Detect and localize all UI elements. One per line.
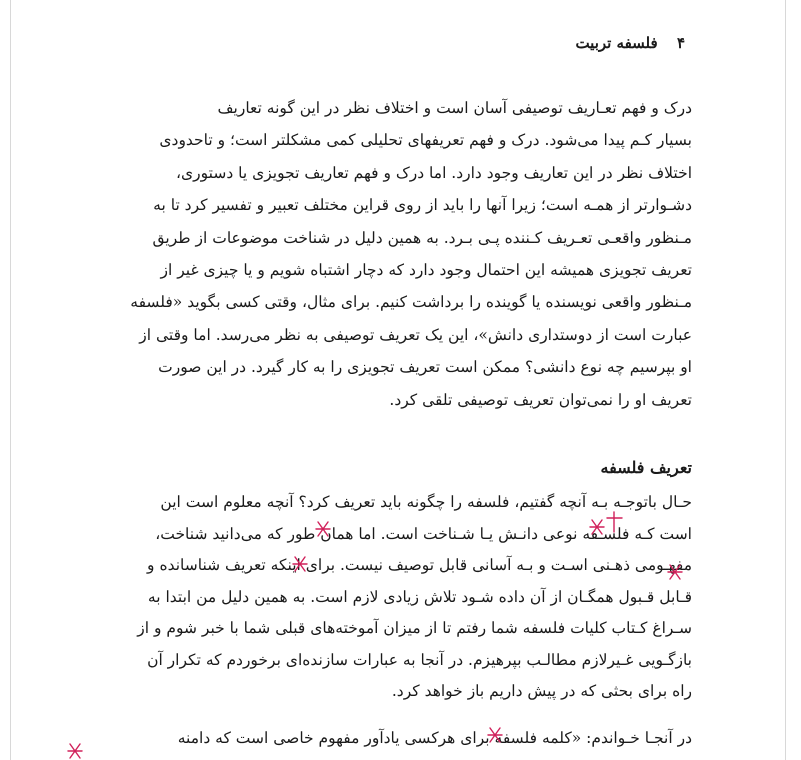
text-line: مـنظور واقعـی تعـریف کـننده پـی بـرد. به همین دلیل در شناخت موضوعات از طریق [152, 228, 692, 247]
text-line: راه برای بحثی که در پیش داریم باز خواهد کرد. [391, 682, 692, 700]
annotation-star-3 [668, 565, 682, 579]
text-line: درک و فهم تعـاریف توصیفی آسان است و اختلاف نظر در این گونه تعاریف [217, 99, 692, 117]
annotation-star-5 [488, 728, 502, 742]
text-line: عبارت است از دوستداری دانش»، این یک تعریف توصیفی به نظر می‌رسد. اما وقتی از [139, 325, 692, 344]
text-line: حـال باتوجـه بـه آنچه گفتیم، فلسفه را چگونه باید تعریف کرد؟ آنچه معلوم است این [160, 493, 692, 511]
text-line: قـابل قـبول همگـان از آن داده شـود تلاش زیادی لازم است. به همین دلیل من ابتدا به [147, 587, 692, 606]
section-heading: تعریف فلسفه [600, 458, 692, 477]
text-line: مفهـومی ذهـنی اسـت و بـه آسانی قابل توصیف نیست. برای اینکه تعریف شناسانده و [147, 556, 692, 574]
text-line: مـنظور واقعی نویسنده یا گوینده را برداشت کنیم. برای مثال، وقتی کسی بگوید «فلسفه [130, 293, 692, 312]
annotation-star-1 [590, 520, 604, 534]
text-line: او بپرسیم چه نوع دانشی؟ ممکن است تعریف تجویزی را به کار گیرد. در این صورت [158, 358, 692, 377]
text-line: اختلاف نظر در این تعاریف وجود دارد. اما درک و فهم تعاریف تجویزی یا دستوری، [176, 163, 692, 182]
annotation-cross-1 [607, 512, 622, 532]
annotation-star-6 [68, 744, 82, 758]
text-line: تعریف تجویزی همیشه این احتمال وجود دارد که دچار اشتباه شویم و یا چیزی غیر از [160, 261, 692, 279]
text-line: است کـه فلسـفه نوعی دانـش یـا شـناخت است. اما همان طور که می‌دانید شناخت، [155, 524, 692, 543]
text-line: تعریف او را نمی‌توان تعریف توصیفی تلقی کرد. [389, 390, 692, 409]
page-number: ۴ [676, 34, 685, 52]
text-line: دشـوارتر از همـه است؛ زیرا آنها را باید از روی قراین مختلف تعبیر و تفسیر کرد تا به [153, 196, 692, 215]
text-line: بازگـویی غـیرلازم مطالـب بپرهیزم. در آنجا به عبارات سازنده‌ای برخوردم که تکرار آن [147, 650, 692, 669]
text-line: در آنجـا خـواندم: «کلمه فلسفه برای هرکسی یادآور مفهوم خاصی است که دامنه [177, 729, 692, 747]
annotation-star-4 [293, 557, 307, 571]
text-line: سـراغ کـتاب کلیات فلسفه شما رفتم تا از میزان آموخته‌های قبلی شما با خبر شوم و از [137, 619, 692, 637]
running-title: فلسفه تربیت [575, 34, 658, 52]
annotation-star-2 [316, 522, 330, 536]
text-line: بسیار کـم پیدا می‌شود. درک و فهم تعریفهای تحلیلی کمی مشکلتر است؛ و تاحدودی [159, 131, 692, 150]
